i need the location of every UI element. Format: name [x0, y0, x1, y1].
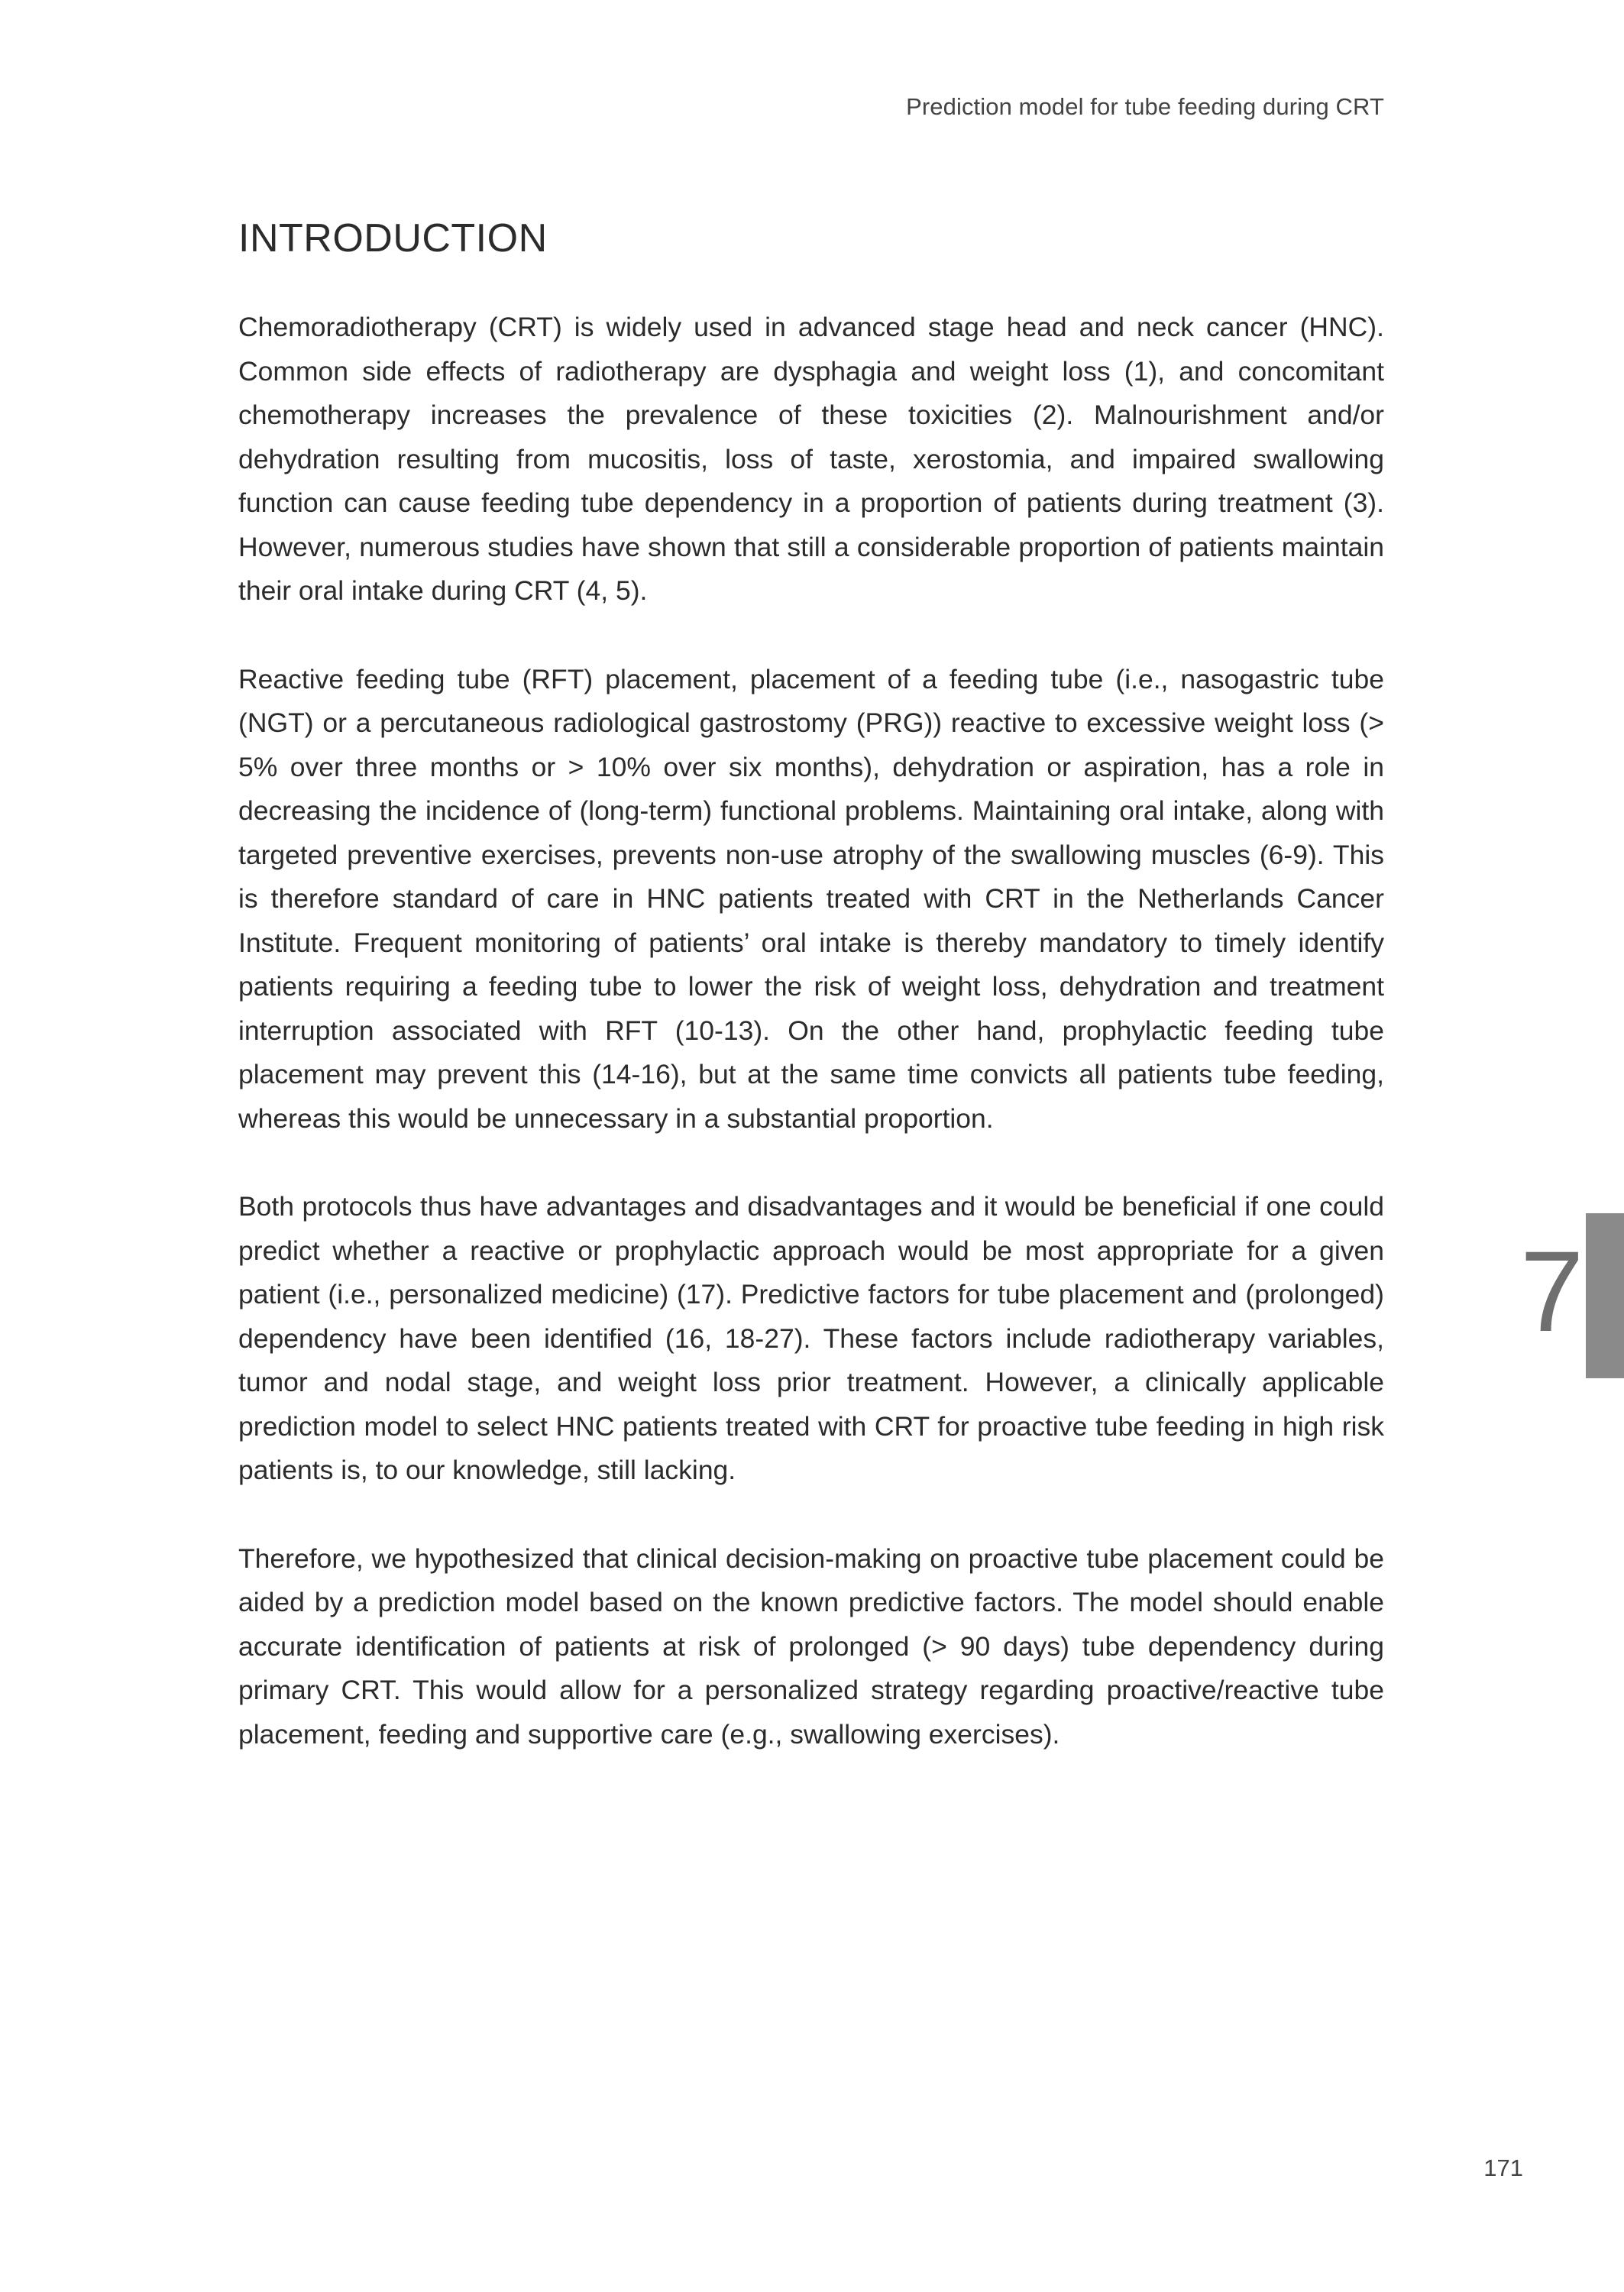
page-number: 171: [1483, 2154, 1523, 2181]
chapter-number: 7: [1520, 1227, 1584, 1355]
body-text: [238, 306, 1384, 1801]
paragraph: Both protocols thus have advantages and disadvantages and it would be beneficial if one could predict whether a reactive or prophylactic approach would be most appropriate for a given patient (i.e., personalized medicine) (17). Predictive factors for tube placement and (prolonged) dependency have been identified (16, 18-27). These factors include radiotherapy variables, tumor and nodal stage, and weight loss prior treatment. However, a clinically applicable prediction model to select HNC patients treated with CRT for proactive tube feeding in high risk patients is, to our knowledge, still lacking.: [238, 1191, 1384, 1485]
paragraph: Reactive feeding tube (RFT) placement, placement of a feeding tube (i.e., nasogastric tube (NGT) or a percutaneous radiological gastrostomy (PRG)) reactive to excessive weight loss (> 5% over three months or > 10% over six months), dehydration or aspiration, has a role in decreasing the incidence of (long-term) functional problems. Maintaining oral intake, along with targeted preventive exercises, prevents non-use atrophy of the swallowing muscles (6-9). This is therefore standard of care in HNC patients treated with CRT in the Netherlands Cancer Institute. Frequent monitoring of patients’ oral intake is thereby mandatory to timely identify patients requiring a feeding tube to lower the risk of weight loss, dehydration and treatment interruption associated with RFT (10-13). On the other hand, prophylactic feeding tube placement may prevent this (14-16), but at the same time convicts all patients tube feeding, whereas this would be unnecessary in a substantial proportion.: [238, 663, 1384, 1134]
chapter-tab: [1586, 1213, 1624, 1378]
paragraph: Chemoradiotherapy (CRT) is widely used in advanced stage head and neck cancer (HNC). Common side effects of radiotherapy are dysphagia and weight loss (1), and concomitant chemotherapy increases the prevalence of these toxicities (2). Malnourishment and/or dehydration resulting from mucositis, loss of taste, xerostomia, and impaired swallowing function can cause feeding tube dependency in a proportion of patients during treatment (3). However, numerous studies have shown that still a considerable proportion of patients maintain their oral intake during CRT (4, 5).: [238, 312, 1384, 606]
paragraph: Therefore, we hypothesized that clinical decision-making on proactive tube placement could be aided by a prediction model based on the known predictive factors. The model should enable accurate identification of patients at risk of prolonged (> 90 days) tube dependency during primary CRT. This would allow for a personalized strategy regarding proactive/reactive tube placement, feeding and supportive care (e.g., swallowing exercises).: [238, 1543, 1384, 1750]
running-header: Prediction model for tube feeding during CRT: [906, 93, 1384, 120]
section-heading: INTRODUCTION: [238, 216, 548, 261]
